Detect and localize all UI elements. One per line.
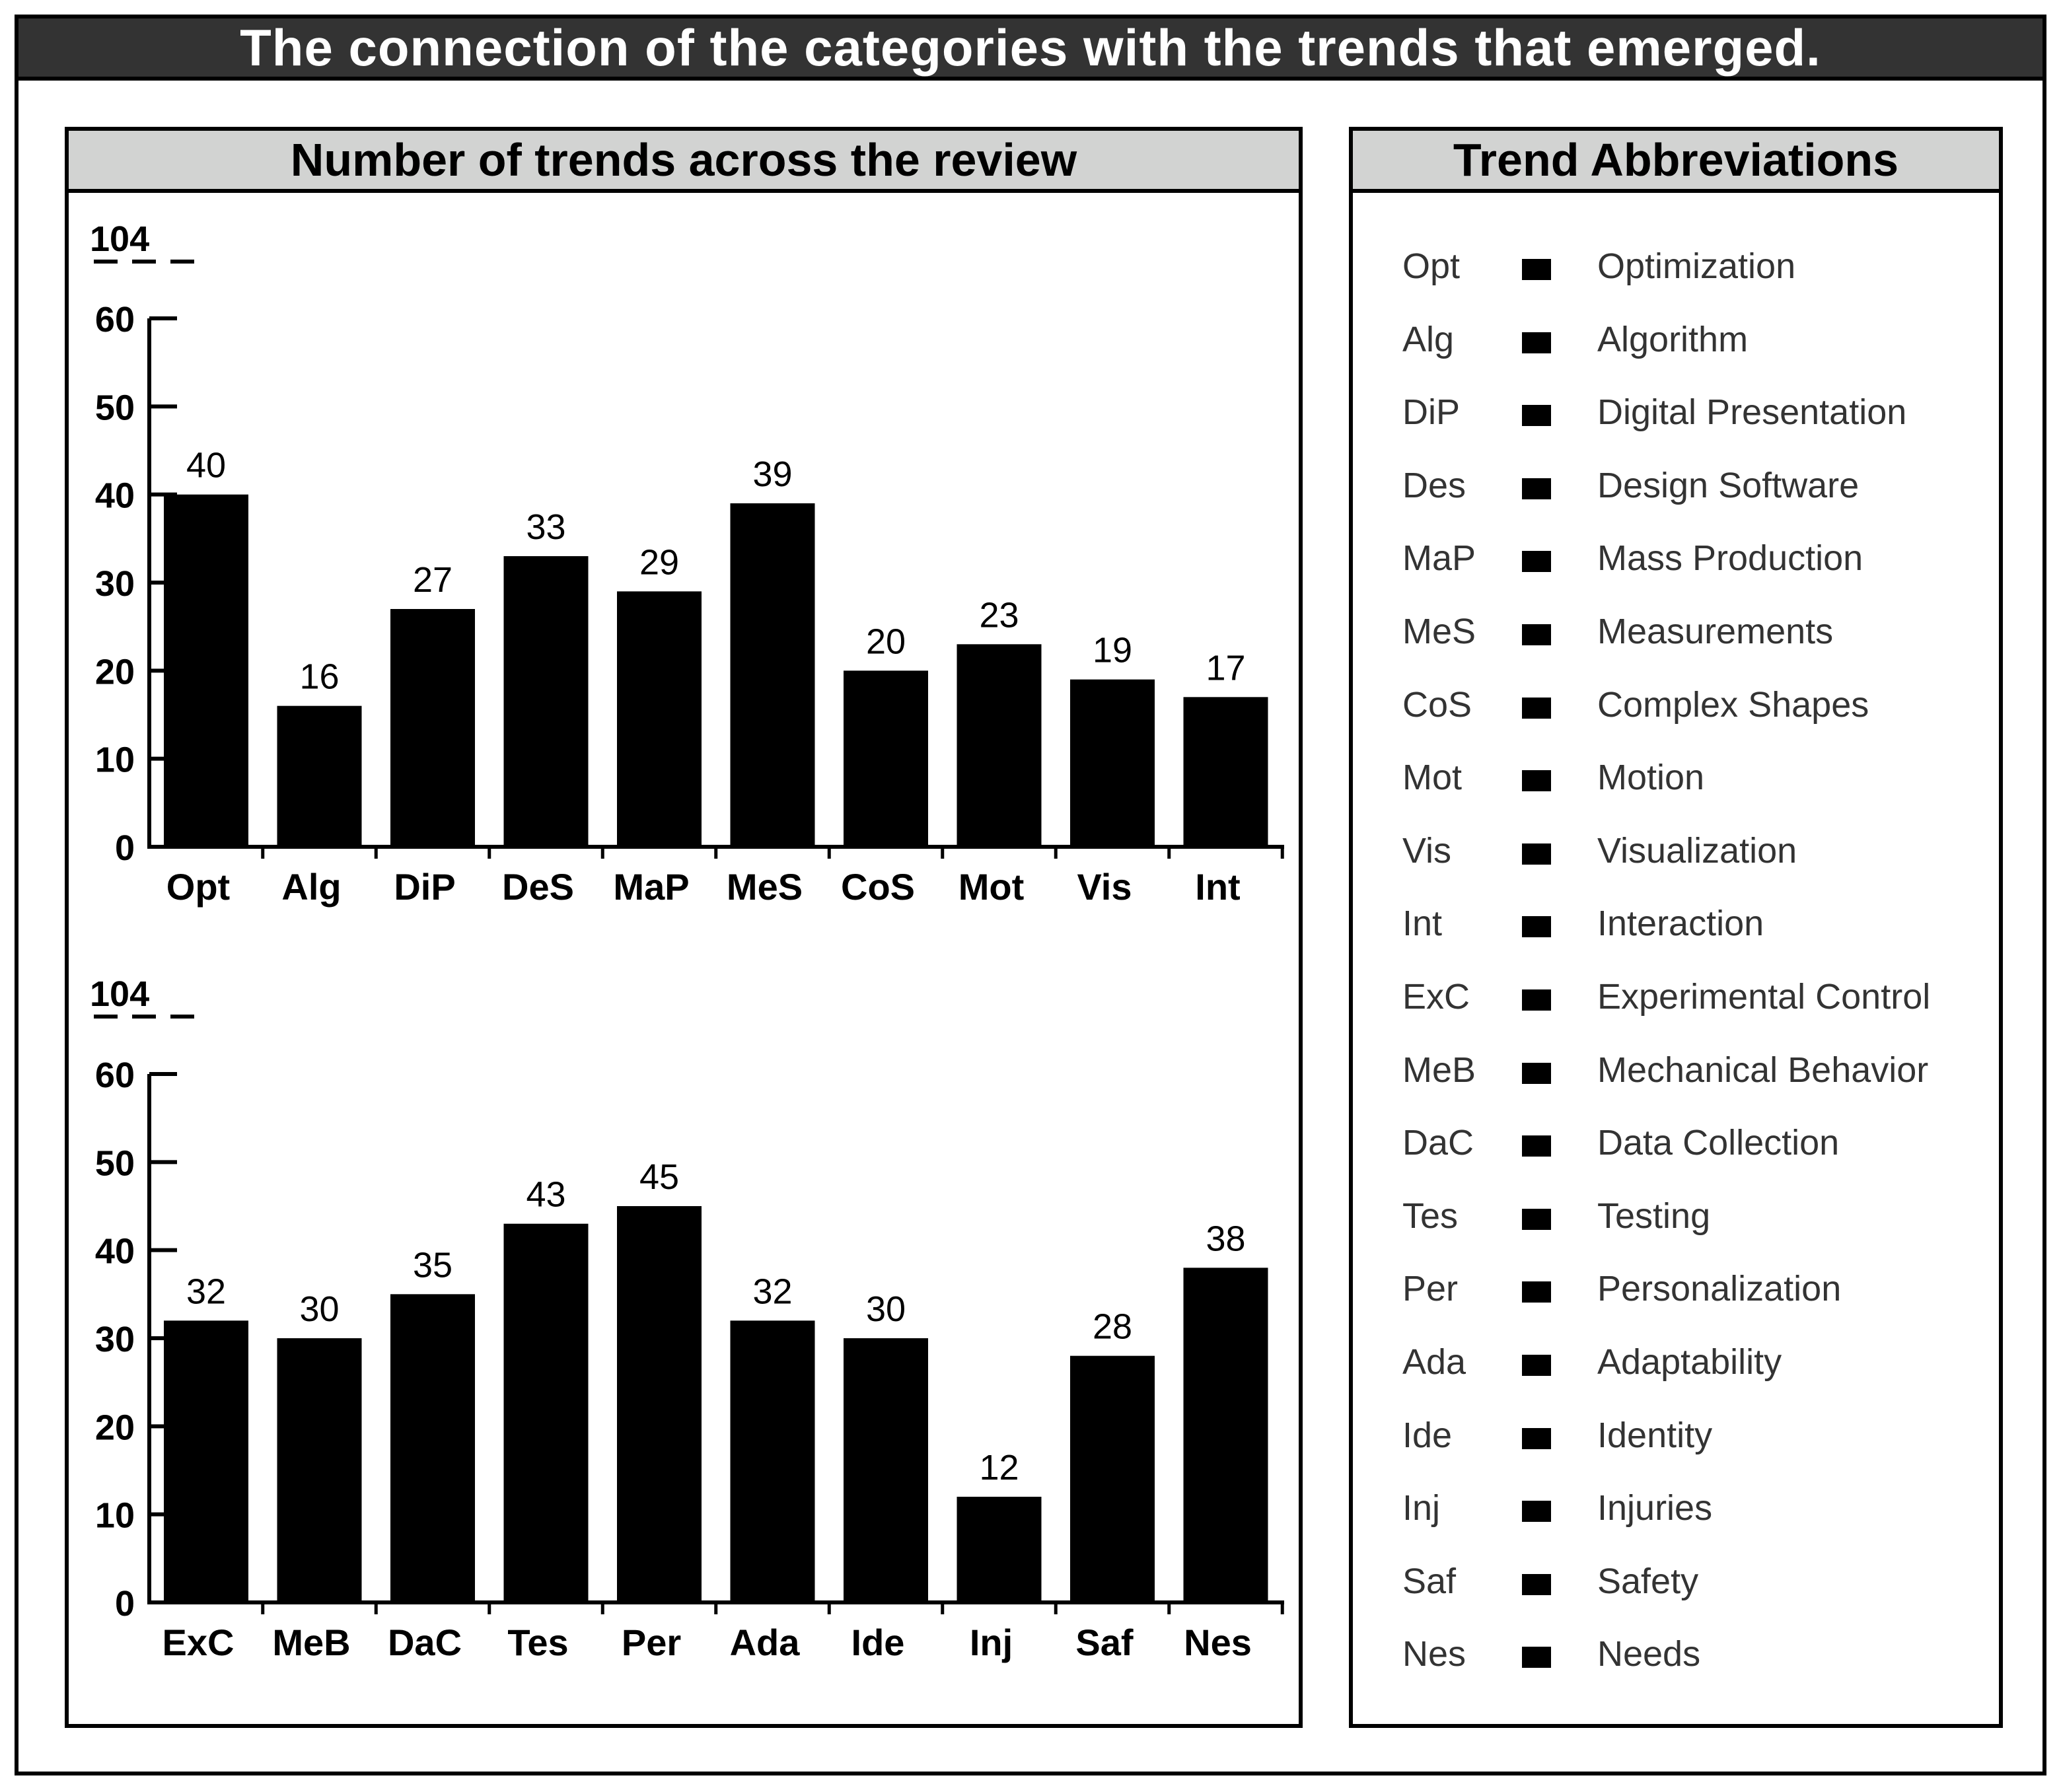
legend-full-name: Safety (1597, 1561, 1699, 1601)
legend-swatch (1522, 624, 1551, 645)
data-label: 33 (526, 507, 566, 547)
legend-abbreviation: Nes (1402, 1634, 1466, 1674)
bar-alg (277, 706, 362, 847)
legend-swatch (1522, 1647, 1551, 1668)
y-tick-label: 50 (94, 388, 135, 428)
data-label: 20 (865, 622, 906, 662)
legend-swatch (1522, 843, 1551, 865)
bar-ada (731, 1320, 815, 1602)
legend-item (1353, 680, 1999, 727)
x-tick-label: Opt (166, 866, 231, 908)
legend-swatch (1522, 1574, 1551, 1595)
data-label: 30 (865, 1289, 906, 1329)
bar-per (617, 1206, 702, 1602)
legend-item (1353, 1192, 1999, 1238)
x-tick-label: Inj (969, 1622, 1013, 1663)
legend-full-name: Needs (1597, 1634, 1701, 1674)
legend-full-name: Mass Production (1597, 538, 1863, 579)
legend-full-name: Algorithm (1597, 319, 1749, 359)
legend-full-name: Mechanical Behavior (1597, 1050, 1929, 1090)
x-tick-label: MaP (613, 866, 690, 908)
chart-panel-title: Number of trends across the review (290, 134, 1077, 186)
total-label: 104 (90, 219, 150, 259)
legend-abbreviation: Saf (1402, 1561, 1457, 1601)
x-tick-label: DiP (394, 866, 456, 908)
data-label: 35 (412, 1245, 453, 1285)
data-label: 27 (412, 560, 453, 600)
data-label: 40 (186, 445, 227, 485)
legend-panel-title: Trend Abbreviations (1453, 134, 1899, 186)
legend-full-name: Measurements (1597, 612, 1834, 651)
legend-abbreviation: Per (1402, 1269, 1459, 1309)
bar-int (1184, 697, 1268, 847)
bar-map (617, 591, 702, 847)
x-tick-label: DaC (387, 1622, 462, 1663)
legend-abbreviation: Int (1402, 904, 1443, 944)
data-label: 23 (979, 595, 1019, 635)
legend-swatch (1522, 989, 1551, 1011)
legend-swatch (1522, 551, 1551, 572)
y-tick-label: 60 (94, 1056, 135, 1095)
data-label: 30 (299, 1289, 340, 1329)
bar-charts (69, 131, 1299, 1724)
data-label: 29 (639, 542, 680, 583)
x-tick-label: MeB (272, 1622, 351, 1663)
legend-item (1353, 461, 1999, 507)
legend-abbreviation: Inj (1402, 1488, 1441, 1528)
data-label: 12 (979, 1448, 1019, 1487)
y-tick-label: 0 (114, 828, 135, 868)
legend-abbreviation: Alg (1402, 319, 1455, 359)
legend-abbreviation: ExC (1402, 977, 1470, 1017)
legend-item (1353, 242, 1999, 288)
y-tick-label: 10 (94, 740, 135, 780)
legend-abbreviation: MeB (1402, 1050, 1476, 1090)
bar-dac (390, 1294, 475, 1602)
legend-abbreviation: MaP (1402, 538, 1476, 579)
bar-ide (844, 1338, 928, 1602)
legend-item (1353, 1118, 1999, 1165)
x-tick-label: Int (1195, 866, 1241, 908)
legend-swatch (1522, 1209, 1551, 1230)
x-tick-label: Ada (729, 1622, 800, 1663)
legend-item (1353, 1264, 1999, 1310)
figure-title: The connection of the categories with the trends that emerged. (240, 18, 1821, 77)
y-tick-label: 20 (94, 1408, 135, 1448)
x-tick-label: Nes (1184, 1622, 1252, 1663)
bar-mot (957, 644, 1042, 847)
bar-vis (1070, 680, 1155, 847)
legend-swatch (1522, 1281, 1551, 1303)
bar-opt (164, 495, 248, 847)
legend-swatch (1522, 916, 1551, 937)
legend-swatch (1522, 1135, 1551, 1157)
legend-full-name: Interaction (1597, 904, 1764, 944)
x-tick-label: CoS (841, 866, 915, 908)
legend-swatch (1522, 1501, 1551, 1522)
legend-full-name: Digital Presentation (1597, 392, 1907, 433)
legend-item (1353, 388, 1999, 434)
legend-swatch (1522, 332, 1551, 353)
legend-abbreviation: Tes (1402, 1196, 1459, 1236)
bar-dip (390, 609, 475, 847)
x-tick-label: MeS (726, 866, 803, 908)
y-tick-label: 60 (94, 300, 135, 340)
y-tick-label: 40 (94, 476, 135, 516)
bar-nes (1184, 1268, 1268, 1602)
y-tick-label: 10 (94, 1495, 135, 1536)
legend-full-name: Data Collection (1597, 1123, 1840, 1163)
legend-swatch (1522, 478, 1551, 499)
legend-abbreviation: Ada (1402, 1342, 1466, 1382)
legend-item (1353, 1630, 1999, 1676)
legend-item (1353, 826, 1999, 873)
legend-item (1353, 1557, 1999, 1603)
x-tick-label: Tes (507, 1622, 569, 1663)
legend-item (1353, 534, 1999, 580)
legend-abbreviation: Mot (1402, 758, 1463, 798)
data-label: 43 (526, 1174, 566, 1215)
x-tick-label: Saf (1075, 1622, 1134, 1663)
x-tick-label: Alg (281, 866, 342, 908)
bar-tes (504, 1224, 589, 1602)
legend-panel (1349, 127, 2003, 1728)
chart-panel (65, 127, 1303, 1728)
legend-swatch (1522, 698, 1551, 719)
y-tick-label: 20 (94, 652, 135, 692)
legend-swatch (1522, 770, 1551, 791)
data-label: 19 (1092, 630, 1133, 670)
legend-full-name: Personalization (1597, 1269, 1842, 1309)
legend-item (1353, 972, 1999, 1019)
data-label: 38 (1206, 1219, 1246, 1259)
bar-inj (957, 1497, 1042, 1602)
bar-des (504, 556, 589, 847)
data-label: 39 (752, 454, 793, 494)
x-tick-label: Mot (958, 866, 1025, 908)
legend-full-name: Adaptability (1597, 1342, 1782, 1382)
bar-cos (844, 670, 928, 847)
legend-abbreviation: Opt (1402, 246, 1461, 286)
legend-full-name: Experimental Control (1597, 977, 1931, 1017)
legend-full-name: Identity (1597, 1415, 1713, 1455)
bar-mes (731, 503, 815, 847)
legend-abbreviation: Des (1402, 465, 1466, 505)
bar-exc (164, 1320, 248, 1602)
legend-abbreviation: Ide (1402, 1415, 1453, 1455)
legend-abbreviation: MeS (1402, 612, 1476, 651)
legend-full-name: Optimization (1597, 246, 1796, 286)
x-tick-label: Per (621, 1622, 682, 1663)
legend-item (1353, 899, 1999, 945)
legend-full-name: Complex Shapes (1597, 684, 1869, 725)
x-tick-label: DeS (502, 866, 574, 908)
legend-item (1353, 315, 1999, 361)
x-tick-label: Vis (1077, 866, 1132, 908)
total-label: 104 (90, 974, 150, 1014)
legend-abbreviation: CoS (1402, 684, 1472, 725)
y-tick-label: 50 (94, 1143, 135, 1184)
x-tick-label: ExC (162, 1622, 235, 1663)
legend-full-name: Injuries (1597, 1488, 1713, 1528)
data-label: 32 (186, 1272, 227, 1312)
y-tick-label: 30 (94, 564, 135, 604)
legend-full-name: Design Software (1597, 465, 1860, 505)
legend-full-name: Testing (1597, 1196, 1711, 1236)
legend-full-name: Visualization (1597, 830, 1797, 871)
legend-item (1353, 1046, 1999, 1092)
legend-full-name: Motion (1597, 758, 1705, 798)
bar-saf (1070, 1356, 1155, 1602)
y-tick-label: 0 (114, 1584, 135, 1624)
legend-swatch (1522, 1355, 1551, 1376)
data-label: 32 (752, 1272, 793, 1312)
data-label: 28 (1092, 1307, 1133, 1347)
legend-item (1353, 753, 1999, 799)
y-tick-label: 40 (94, 1231, 135, 1272)
bar-meb (277, 1338, 362, 1602)
data-label: 45 (639, 1157, 680, 1197)
figure-title-bar (15, 15, 2046, 81)
legend-panel-header (1353, 131, 1999, 193)
legend-swatch (1522, 1428, 1551, 1449)
legend-item (1353, 1411, 1999, 1457)
legend-swatch (1522, 405, 1551, 426)
legend-item (1353, 607, 1999, 653)
legend-abbreviation: DaC (1402, 1123, 1474, 1163)
legend-item (1353, 1484, 1999, 1530)
y-tick-label: 30 (94, 1320, 135, 1359)
legend-swatch (1522, 1063, 1551, 1084)
legend-swatch (1522, 259, 1551, 280)
legend-item (1353, 1338, 1999, 1384)
x-tick-label: Ide (851, 1622, 905, 1663)
data-label: 16 (299, 657, 340, 697)
legend-abbreviation: DiP (1402, 392, 1461, 433)
legend-abbreviation: Vis (1402, 830, 1452, 871)
data-label: 17 (1206, 648, 1246, 688)
